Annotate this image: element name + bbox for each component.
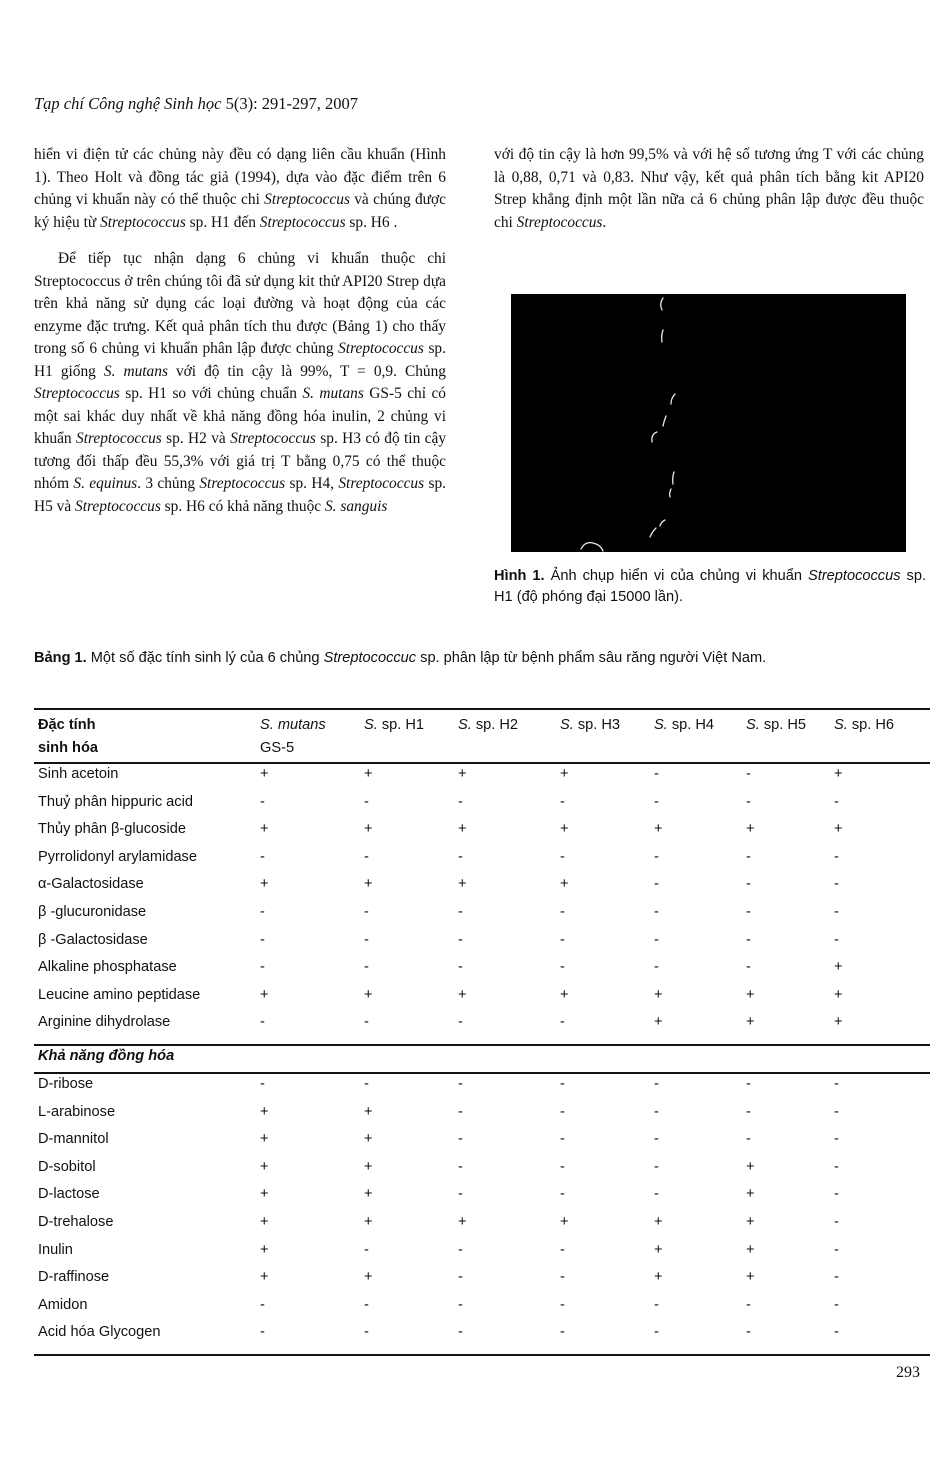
result-cell: - bbox=[560, 931, 565, 948]
streptococcus-chain-image bbox=[511, 294, 906, 552]
result-cell: + bbox=[260, 1131, 269, 1148]
result-cell: + bbox=[364, 1103, 373, 1120]
result-cell: + bbox=[834, 959, 843, 976]
result-cell: - bbox=[260, 1324, 265, 1341]
result-cell: - bbox=[654, 766, 659, 782]
table-header: Đặc tính sinh hóa S. mutans GS-5 S. sp. H1 S. sp. H2 S. sp. H3 S. sp. H4 S. sp. H5 S. sp. H6 bbox=[34, 714, 930, 762]
property-name: Thuỷ phân hippuric acid bbox=[38, 793, 193, 810]
result-cell: + bbox=[560, 766, 569, 782]
result-cell: - bbox=[834, 1103, 839, 1120]
result-cell: - bbox=[458, 904, 463, 920]
result-cell: + bbox=[746, 1014, 755, 1031]
result-cell: - bbox=[654, 959, 659, 976]
result-cell: - bbox=[834, 793, 839, 810]
paragraph: với độ tin cậy là hơn 99,5% và với hệ số tương ứng T với các chủng là 0,88, 0,71 và 0,83. Như vậy, kết quả phân tích bằng kit API20 Strep khẳng định một lần nữa cả 6 chủng phân lập được đều thuộc chi Streptococcus. bbox=[494, 146, 924, 231]
result-cell: - bbox=[834, 1269, 839, 1286]
property-name: Amidon bbox=[38, 1296, 88, 1313]
result-cell: + bbox=[746, 1214, 755, 1230]
result-cell: - bbox=[458, 793, 463, 810]
column-header: S. sp. H3 bbox=[560, 717, 621, 733]
section-heading-row bbox=[34, 1048, 930, 1075]
property-name: D-sobitol bbox=[38, 1158, 96, 1175]
result-cell: - bbox=[364, 1076, 369, 1092]
property-name: Alkaline phosphatase bbox=[38, 959, 177, 976]
table-row bbox=[34, 1159, 930, 1186]
section-heading: Khả năng đồng hóa bbox=[38, 1048, 175, 1064]
section-rule bbox=[34, 1072, 930, 1074]
result-cell: + bbox=[458, 766, 467, 782]
column-header: S. sp. H5 bbox=[746, 717, 807, 733]
header-bottom-rule bbox=[34, 762, 930, 764]
property-name: D-ribose bbox=[38, 1076, 94, 1092]
property-name: Acid hóa Glycogen bbox=[38, 1324, 161, 1341]
result-cell: - bbox=[458, 848, 463, 865]
result-cell: - bbox=[746, 931, 751, 948]
table-row bbox=[34, 766, 930, 793]
result-cell: - bbox=[458, 1014, 463, 1031]
result-cell: - bbox=[834, 1214, 839, 1230]
result-cell: + bbox=[654, 986, 663, 1003]
result-cell: + bbox=[364, 1186, 373, 1203]
result-cell: + bbox=[364, 1158, 373, 1175]
result-cell: - bbox=[560, 1324, 565, 1341]
table-caption: Bảng 1. Một số đặc tính sinh lý của 6 chủng Streptococcuc sp. phân lập từ bệnh phẩm sâu răng người Việt Nam. bbox=[34, 650, 767, 666]
journal-name: Tạp chí Công nghệ Sinh học bbox=[34, 94, 222, 113]
result-cell: - bbox=[560, 793, 565, 810]
table-row bbox=[34, 1104, 930, 1131]
column-header: S. mutans GS-5 bbox=[260, 717, 326, 756]
property-name: β -glucuronidase bbox=[38, 904, 147, 920]
result-cell: - bbox=[834, 1131, 839, 1148]
result-cell: - bbox=[458, 1076, 463, 1092]
result-cell: + bbox=[560, 986, 569, 1003]
result-cell: - bbox=[834, 848, 839, 865]
result-cell: - bbox=[654, 1076, 659, 1092]
result-cell: - bbox=[654, 904, 659, 920]
result-cell: - bbox=[834, 904, 839, 920]
table-row bbox=[34, 1242, 930, 1269]
table-label: Bảng 1. bbox=[34, 650, 87, 666]
property-name: α-Galactosidase bbox=[38, 876, 144, 893]
result-cell: + bbox=[260, 1269, 269, 1286]
result-cell: - bbox=[746, 766, 751, 782]
result-cell: - bbox=[746, 1324, 751, 1341]
result-cell: - bbox=[364, 959, 369, 976]
result-cell: + bbox=[654, 1014, 663, 1031]
table-row bbox=[34, 932, 930, 959]
micrograph-figure bbox=[511, 294, 906, 552]
result-cell: - bbox=[654, 793, 659, 810]
result-cell: + bbox=[746, 821, 755, 838]
property-name: Sinh acetoin bbox=[38, 766, 119, 782]
result-cell: - bbox=[458, 1324, 463, 1341]
result-cell: - bbox=[654, 1296, 659, 1313]
result-cell: - bbox=[746, 904, 751, 920]
result-cell: - bbox=[654, 931, 659, 948]
result-cell: - bbox=[260, 1014, 265, 1031]
result-cell: + bbox=[458, 986, 467, 1003]
result-cell: - bbox=[260, 931, 265, 948]
result-cell: - bbox=[560, 1158, 565, 1175]
result-cell: - bbox=[834, 1186, 839, 1203]
table-row bbox=[34, 821, 930, 848]
result-cell: - bbox=[364, 1296, 369, 1313]
table-row bbox=[34, 876, 930, 903]
table-row bbox=[34, 1214, 930, 1241]
page-number: 293 bbox=[896, 1364, 920, 1381]
result-cell: - bbox=[364, 931, 369, 948]
result-cell: + bbox=[364, 876, 373, 893]
result-cell: - bbox=[654, 848, 659, 865]
result-cell: + bbox=[364, 1214, 373, 1230]
column-header: S. sp. H4 bbox=[654, 717, 715, 733]
table-row bbox=[34, 987, 930, 1014]
result-cell: - bbox=[260, 793, 265, 810]
result-cell: - bbox=[458, 1186, 463, 1203]
result-cell: + bbox=[458, 821, 467, 838]
result-cell: + bbox=[654, 821, 663, 838]
result-cell: - bbox=[458, 1241, 463, 1258]
column-header: S. sp. H1 bbox=[364, 717, 425, 733]
result-cell: - bbox=[654, 1158, 659, 1175]
result-cell: - bbox=[560, 1296, 565, 1313]
column-header: S. sp. H2 bbox=[458, 717, 519, 733]
property-name: D-lactose bbox=[38, 1186, 100, 1203]
result-cell: - bbox=[458, 1296, 463, 1313]
table-row bbox=[34, 1297, 930, 1324]
result-cell: - bbox=[654, 876, 659, 893]
result-cell: + bbox=[260, 1241, 269, 1258]
result-cell: - bbox=[260, 1296, 265, 1313]
property-name: L-arabinose bbox=[38, 1103, 116, 1120]
right-column bbox=[494, 144, 924, 234]
result-cell: - bbox=[746, 1131, 751, 1148]
result-cell: - bbox=[560, 1131, 565, 1148]
result-cell: + bbox=[364, 821, 373, 838]
property-name: β -Galactosidase bbox=[38, 931, 148, 948]
result-cell: - bbox=[654, 1324, 659, 1341]
table-row bbox=[34, 904, 930, 931]
result-cell: + bbox=[364, 1269, 373, 1286]
result-cell: - bbox=[560, 1241, 565, 1258]
result-cell: - bbox=[364, 793, 369, 810]
result-cell: - bbox=[260, 959, 265, 976]
result-cell: - bbox=[364, 904, 369, 920]
result-cell: - bbox=[834, 1076, 839, 1092]
left-column bbox=[34, 144, 446, 518]
result-cell: + bbox=[746, 1186, 755, 1203]
result-cell: - bbox=[560, 1103, 565, 1120]
result-cell: - bbox=[654, 1131, 659, 1148]
result-cell: - bbox=[560, 959, 565, 976]
result-cell: + bbox=[260, 1214, 269, 1230]
figure-caption: Hình 1. Ảnh chụp hiển vi của chủng vi khuẩn Streptococcus sp. H1 (độ phóng đại 15000 lần). bbox=[494, 568, 926, 605]
property-name: D-raffinose bbox=[38, 1269, 110, 1286]
result-cell: - bbox=[560, 1014, 565, 1031]
result-cell: + bbox=[260, 1103, 269, 1120]
result-cell: - bbox=[834, 1158, 839, 1175]
result-cell: - bbox=[654, 1103, 659, 1120]
result-cell: + bbox=[260, 821, 269, 838]
table-row bbox=[34, 1076, 930, 1103]
property-name: Leucine amino peptidase bbox=[38, 986, 201, 1003]
result-cell: - bbox=[260, 848, 265, 865]
table-row bbox=[34, 1186, 930, 1213]
result-cell: - bbox=[364, 848, 369, 865]
result-cell: + bbox=[458, 876, 467, 893]
table-row bbox=[34, 959, 930, 986]
result-cell: + bbox=[260, 986, 269, 1003]
result-cell: - bbox=[458, 931, 463, 948]
result-cell: - bbox=[364, 1324, 369, 1341]
result-cell: - bbox=[560, 848, 565, 865]
result-cell: + bbox=[560, 1214, 569, 1230]
result-cell: + bbox=[260, 876, 269, 893]
result-cell: - bbox=[458, 1103, 463, 1120]
result-cell: - bbox=[834, 931, 839, 948]
result-cell: + bbox=[654, 1214, 663, 1230]
result-cell: + bbox=[834, 766, 843, 782]
volume-issue: 5(3): 291-297, 2007 bbox=[225, 94, 359, 113]
running-head bbox=[34, 94, 358, 114]
result-cell: + bbox=[654, 1269, 663, 1286]
result-cell: - bbox=[834, 1241, 839, 1258]
result-cell: - bbox=[746, 959, 751, 976]
section-rule bbox=[34, 1044, 930, 1046]
result-cell: - bbox=[834, 876, 839, 893]
result-cell: - bbox=[746, 1076, 751, 1092]
table-row bbox=[34, 1269, 930, 1296]
result-cell: + bbox=[654, 1241, 663, 1258]
table-row bbox=[34, 1324, 930, 1351]
property-name: D-trehalose bbox=[38, 1214, 114, 1230]
result-cell: + bbox=[458, 1214, 467, 1230]
result-cell: + bbox=[834, 821, 843, 838]
paragraph: hiển vi điện tử các chủng này đều có dạng liên cầu khuẩn (Hình 1). Theo Holt và đồng tác giả (1994), dựa vào đặc điểm trên 6 chủng vi khuẩn này có thể thuộc chi Streptococcus và chúng được ký hiệu từ Streptococcus sp. H1 đến Streptococcus sp. H6 . bbox=[34, 146, 446, 231]
result-cell: + bbox=[746, 1241, 755, 1258]
property-name: Arginine dihydrolase bbox=[38, 1014, 171, 1031]
result-cell: + bbox=[560, 821, 569, 838]
result-cell: + bbox=[746, 986, 755, 1003]
result-cell: - bbox=[746, 1103, 751, 1120]
result-cell: + bbox=[834, 1014, 843, 1031]
result-cell: - bbox=[560, 904, 565, 920]
result-cell: - bbox=[260, 1076, 265, 1092]
result-cell: - bbox=[654, 1186, 659, 1203]
result-cell: - bbox=[834, 1324, 839, 1341]
result-cell: - bbox=[746, 876, 751, 893]
table-bottom-rule bbox=[34, 1354, 930, 1356]
table-row bbox=[34, 794, 930, 821]
result-cell: - bbox=[746, 793, 751, 810]
result-cell: - bbox=[746, 1296, 751, 1313]
property-name: Thủy phân β-glucoside bbox=[38, 821, 186, 838]
table-row bbox=[34, 1014, 930, 1041]
result-cell: - bbox=[746, 848, 751, 865]
result-cell: - bbox=[834, 1296, 839, 1313]
result-cell: + bbox=[834, 986, 843, 1003]
table-row bbox=[34, 1131, 930, 1158]
result-cell: - bbox=[458, 959, 463, 976]
result-cell: - bbox=[458, 1158, 463, 1175]
property-name: Pyrrolidonyl arylamidase bbox=[38, 848, 197, 865]
result-cell: - bbox=[364, 1014, 369, 1031]
result-cell: + bbox=[260, 1186, 269, 1203]
paragraph: Để tiếp tục nhận dạng 6 chủng vi khuẩn thuộc chi Streptococcus ở trên chúng tôi đã sử dụng kit thử API20 Strep dựa trên khả năng sử dụng các loại đường và hoạt động của các enzyme đặc trưng. Kết quả phân tích thu được (Bảng 1) cho thấy trong số 6 chủng vi khuẩn phân lập được chủng Streptococcus sp. H1 giống S. mutans với độ tin cậy là 99%, T = 0,9. Chủng Streptococcus sp. H1 so với chủng chuẩn S. mutans GS-5 chỉ có một sai khác duy nhất về khả năng đồng hóa inulin, 2 chủng vi khuẩn Streptococcus sp. H2 và Streptococcus sp. H3 có độ tin cậy tương đối thấp đều 55,3% với giá trị T bằng 0,75 có thể thuộc nhóm S. equinus. 3 chủng Streptococcus sp. H4, Streptococcus sp. H5 và Streptococcus sp. H6 có khả năng thuộc S. sanguis bbox=[34, 250, 447, 515]
result-cell: + bbox=[364, 1131, 373, 1148]
result-cell: - bbox=[458, 1131, 463, 1148]
table-row bbox=[34, 849, 930, 876]
property-name: Inulin bbox=[38, 1241, 73, 1258]
result-cell: - bbox=[458, 1269, 463, 1286]
figure-label: Hình 1. bbox=[494, 568, 545, 584]
result-cell: - bbox=[364, 1241, 369, 1258]
result-cell: + bbox=[364, 766, 373, 782]
property-name: D-mannitol bbox=[38, 1131, 109, 1148]
result-cell: - bbox=[560, 1076, 565, 1092]
result-cell: - bbox=[560, 1186, 565, 1203]
result-cell: + bbox=[260, 1158, 269, 1175]
result-cell: + bbox=[746, 1158, 755, 1175]
result-cell: + bbox=[560, 876, 569, 893]
result-cell: + bbox=[364, 986, 373, 1003]
result-cell: - bbox=[560, 1269, 565, 1286]
column-header: S. sp. H6 bbox=[834, 717, 895, 733]
result-cell: - bbox=[260, 904, 265, 920]
table-top-rule bbox=[34, 708, 930, 710]
result-cell: + bbox=[746, 1269, 755, 1286]
result-cell: + bbox=[260, 766, 269, 782]
